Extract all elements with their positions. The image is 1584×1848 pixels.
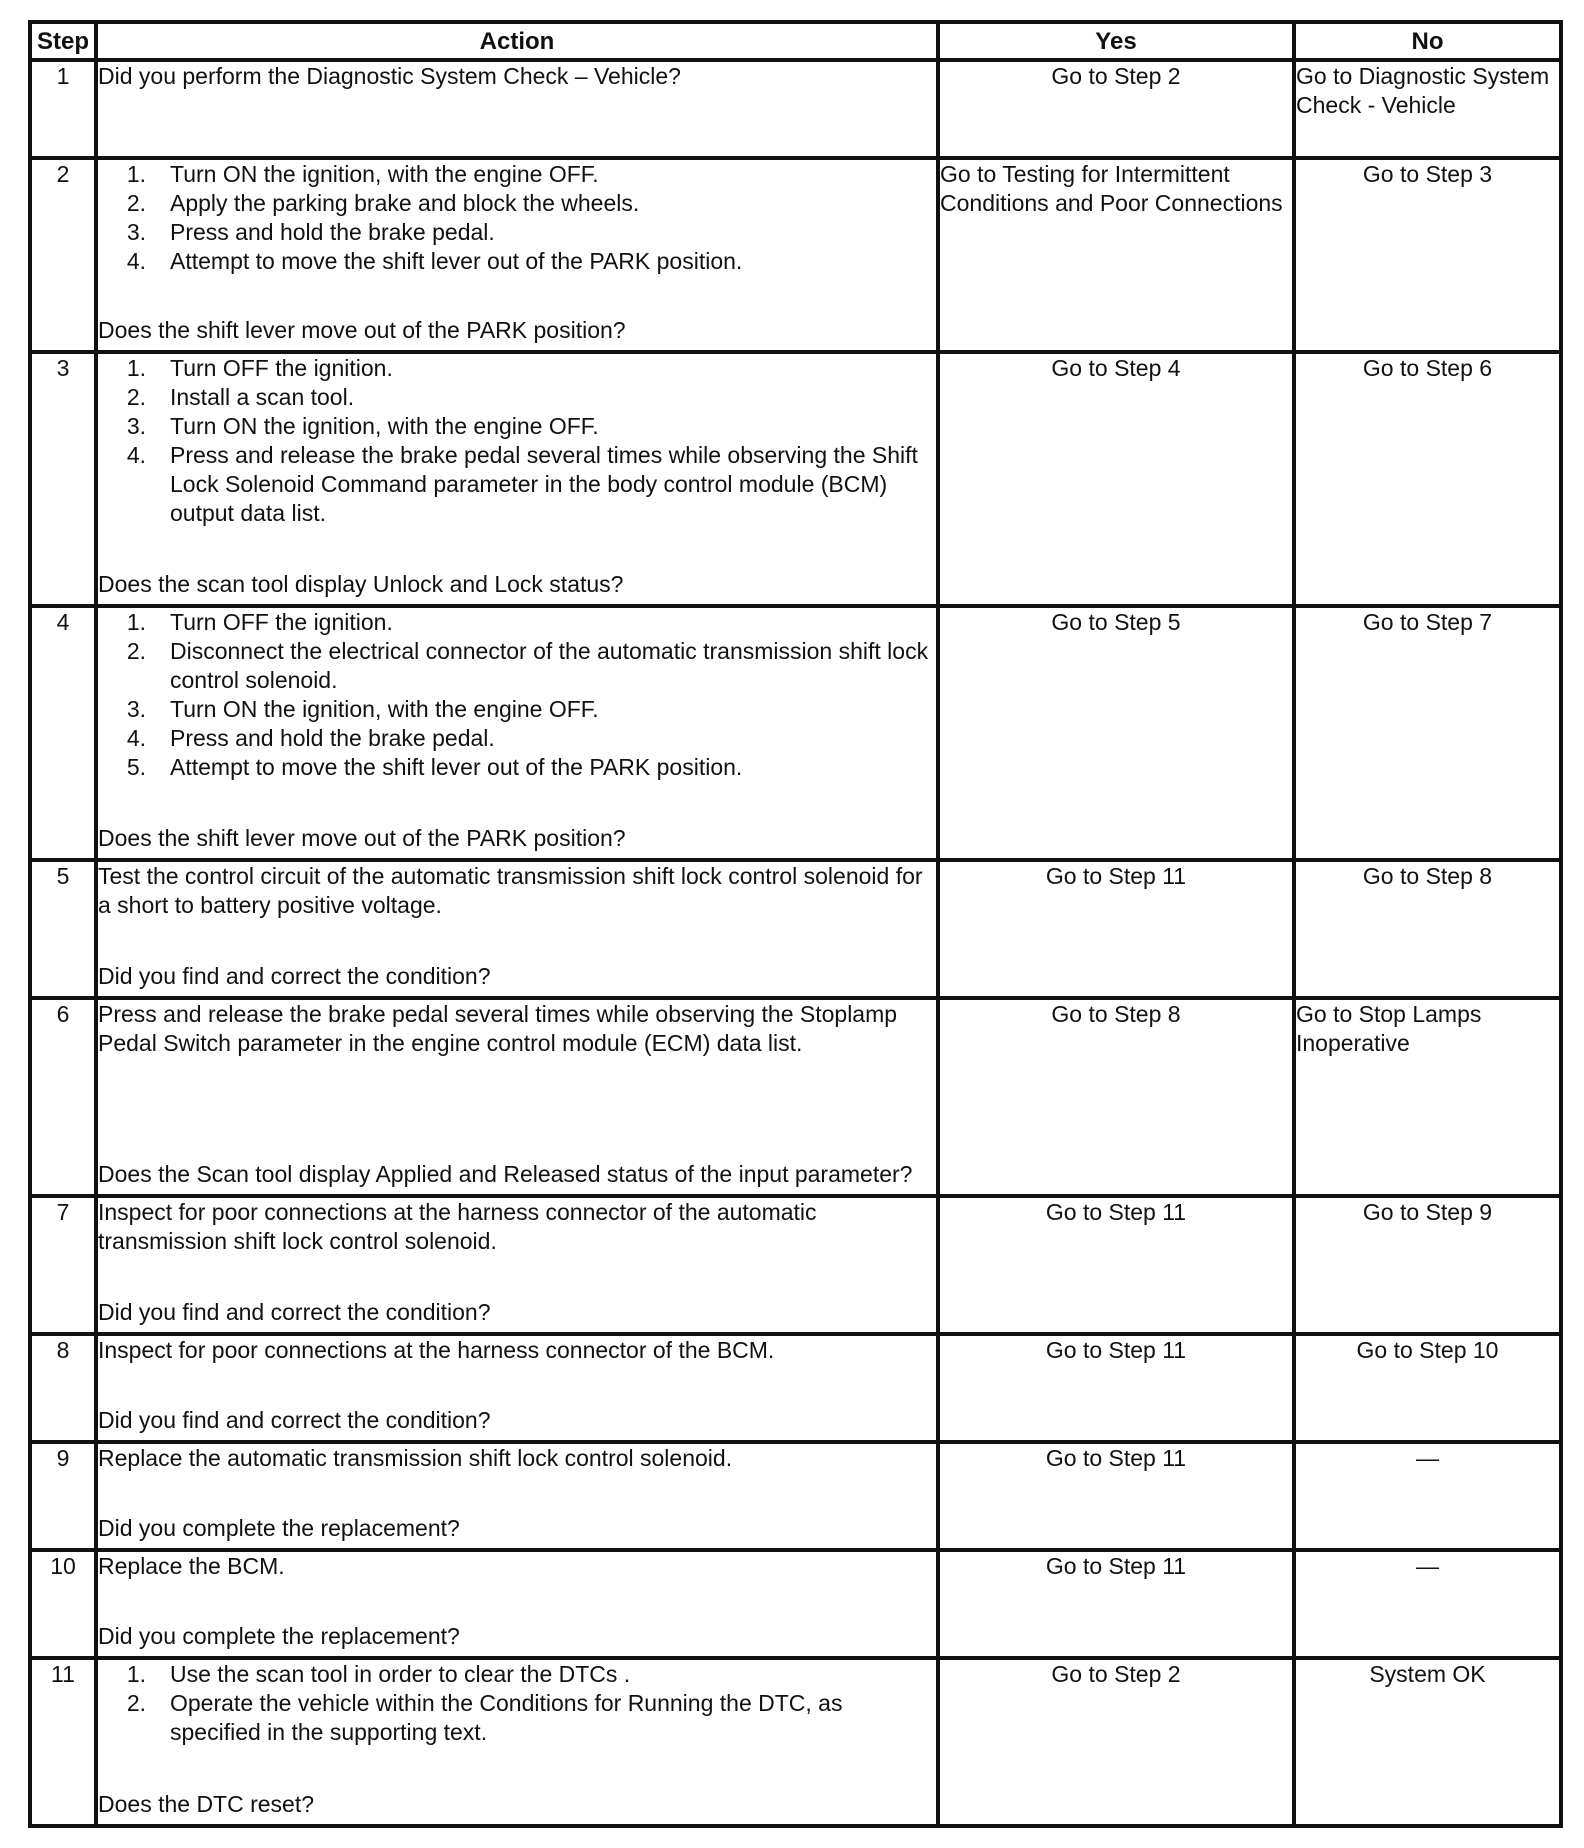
step-number: 6 (30, 998, 96, 1196)
step-number: 5 (30, 860, 96, 998)
action-text: Replace the BCM. (98, 1553, 285, 1579)
action-question: Did you complete the replacement? (98, 1515, 460, 1541)
table-row (30, 860, 1561, 998)
yes-result: Go to Step 5 (938, 606, 1294, 860)
action-text: Replace the automatic transmission shift lock control solenoid. (98, 1445, 733, 1471)
action-steps-list (98, 1660, 936, 1747)
no-result: Go to Diagnostic System Check - Vehicle (1294, 60, 1561, 158)
yes-result: Go to Step 11 (938, 1334, 1294, 1442)
list-item: 2. Install a scan tool. (126, 384, 355, 410)
table-row (30, 158, 1561, 352)
no-result: Go to Step 8 (1294, 860, 1561, 998)
no-result: Go to Step 7 (1294, 606, 1561, 860)
table-row (30, 998, 1561, 1196)
action-cell (96, 1550, 938, 1658)
action-question: Does the Scan tool display Applied and Released status of the input parameter? (98, 1161, 913, 1187)
table-row (30, 60, 1561, 158)
list-item: 5. Attempt to move the shift lever out of the PARK position. (126, 754, 743, 780)
diagnostic-table-page (28, 20, 1563, 1828)
header-yes: Yes (938, 22, 1294, 60)
list-item: 4. Press and hold the brake pedal. (126, 725, 495, 751)
step-number: 11 (30, 1658, 96, 1826)
action-question: Does the shift lever move out of the PARK position? (98, 317, 626, 343)
yes-result: Go to Step 11 (938, 1550, 1294, 1658)
list-item: 2. Apply the parking brake and block the wheels. (126, 190, 640, 216)
list-item: 4. Attempt to move the shift lever out of the PARK position. (126, 248, 743, 274)
action-question: Did you find and correct the condition? (98, 963, 491, 989)
diagnostic-table (28, 20, 1563, 1828)
action-cell (96, 1442, 938, 1550)
yes-result: Go to Step 11 (938, 860, 1294, 998)
table-row (30, 1658, 1561, 1826)
step-number: 7 (30, 1196, 96, 1334)
action-question: Did you find and correct the condition? (98, 1299, 491, 1325)
step-number: 2 (30, 158, 96, 352)
action-cell (96, 998, 938, 1196)
step-number: 4 (30, 606, 96, 860)
action-question: Does the DTC reset? (98, 1791, 315, 1817)
list-item: 4. Press and release the brake pedal several times while observing the Shift Lock Solenoid Command parameter in the body control module (BCM) output data list. (126, 442, 918, 526)
action-steps-list (98, 160, 936, 276)
table-row (30, 1550, 1561, 1658)
yes-result: Go to Step 2 (938, 60, 1294, 158)
no-result: Go to Step 9 (1294, 1196, 1561, 1334)
list-item: 3. Turn ON the ignition, with the engine OFF. (126, 413, 599, 439)
table-row (30, 1334, 1561, 1442)
action-question: Does the shift lever move out of the PARK position? (98, 825, 626, 851)
yes-result: Go to Testing for Intermittent Conditions and Poor Connections (938, 158, 1294, 352)
list-item: 1. Turn OFF the ignition. (126, 609, 393, 635)
yes-result: Go to Step 2 (938, 1658, 1294, 1826)
step-number: 3 (30, 352, 96, 606)
list-item: 1. Use the scan tool in order to clear the DTCs . (126, 1661, 631, 1687)
action-cell (96, 158, 938, 352)
header-no: No (1294, 22, 1561, 60)
action-cell (96, 1658, 938, 1826)
action-cell (96, 352, 938, 606)
yes-result: Go to Step 11 (938, 1196, 1294, 1334)
header-row (30, 22, 1561, 60)
step-number: 8 (30, 1334, 96, 1442)
action-cell (96, 1196, 938, 1334)
no-result: System OK (1294, 1658, 1561, 1826)
table-row (30, 606, 1561, 860)
action-question: Did you complete the replacement? (98, 1623, 460, 1649)
list-item: 3. Turn ON the ignition, with the engine OFF. (126, 696, 599, 722)
action-text: Press and release the brake pedal several times while observing the Stoplamp Pedal Switch parameter in the engine control module (ECM) data list. (98, 1001, 898, 1056)
action-text: Test the control circuit of the automatic transmission shift lock control solenoid for a short to battery positive voltage. (98, 863, 923, 918)
yes-result: Go to Step 4 (938, 352, 1294, 606)
table-row (30, 1196, 1561, 1334)
action-cell (96, 860, 938, 998)
action-cell (96, 606, 938, 860)
no-result: Go to Step 10 (1294, 1334, 1561, 1442)
list-item: 1. Turn OFF the ignition. (126, 355, 393, 381)
action-text: Inspect for poor connections at the harness connector of the BCM. (98, 1337, 775, 1363)
step-number: 1 (30, 60, 96, 158)
action-steps-list (98, 354, 936, 528)
table-row (30, 352, 1561, 606)
no-result: Go to Step 3 (1294, 158, 1561, 352)
header-step: Step (30, 22, 96, 60)
table-row (30, 1442, 1561, 1550)
step-number: 9 (30, 1442, 96, 1550)
action-cell (96, 1334, 938, 1442)
header-action: Action (96, 22, 938, 60)
action-cell (96, 60, 938, 158)
list-item: 2. Operate the vehicle within the Conditions for Running the DTC, as specified in the supporting text. (126, 1690, 843, 1745)
action-text: Inspect for poor connections at the harness connector of the automatic transmission shift lock control solenoid. (98, 1199, 817, 1254)
no-result: — (1294, 1442, 1561, 1550)
action-question: Did you find and correct the condition? (98, 1407, 491, 1433)
yes-result: Go to Step 11 (938, 1442, 1294, 1550)
yes-result: Go to Step 8 (938, 998, 1294, 1196)
step-number: 10 (30, 1550, 96, 1658)
no-result: Go to Stop Lamps Inoperative (1294, 998, 1561, 1196)
no-result: Go to Step 6 (1294, 352, 1561, 606)
action-steps-list (98, 608, 936, 782)
list-item: 3. Press and hold the brake pedal. (126, 219, 495, 245)
action-question: Does the scan tool display Unlock and Lock status? (98, 571, 624, 597)
action-text: Did you perform the Diagnostic System Check – Vehicle? (98, 63, 681, 89)
list-item: 2. Disconnect the electrical connector of the automatic transmission shift lock control solenoid. (126, 638, 929, 693)
list-item: 1. Turn ON the ignition, with the engine OFF. (126, 161, 599, 187)
no-result: — (1294, 1550, 1561, 1658)
